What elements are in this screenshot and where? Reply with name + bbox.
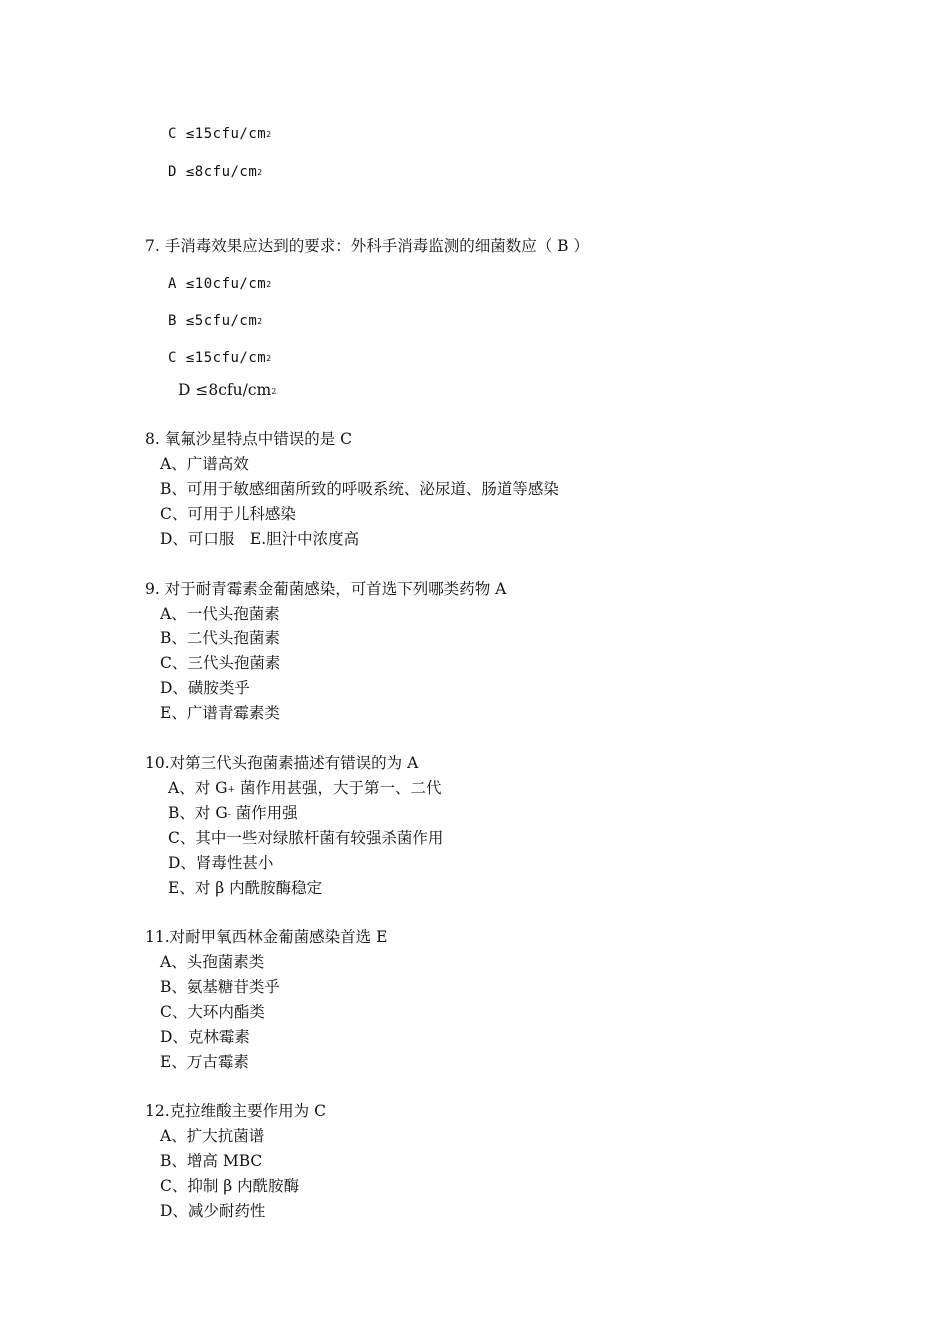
q12-option-d: D、减少耐药性 xyxy=(160,1202,266,1220)
q11-option-b: B、氨基糖苷类乎 xyxy=(160,978,280,996)
option-text: B ≤5cfu/cm xyxy=(168,313,258,329)
q10-option-e: E、对 β 内酰胺酶稳定 xyxy=(168,879,323,897)
q11-option-a: A、头孢菌素类 xyxy=(160,953,265,971)
option-d xyxy=(168,162,263,183)
q7-option-c xyxy=(168,348,272,369)
q9-option-e: E、广谱青霉素类 xyxy=(160,704,280,722)
superscript: 2 xyxy=(266,280,272,289)
q10-option-b xyxy=(168,803,298,825)
q9-option-d: D、磺胺类乎 xyxy=(160,679,250,697)
option-text: B、对 G xyxy=(168,804,228,822)
option-text: C ≤15cfu/cm xyxy=(168,350,267,366)
q8-option-c: C、可用于儿科感染 xyxy=(160,505,296,523)
charge-sign: - xyxy=(227,810,231,820)
question-7-stem: 7. 手消毒效果应达到的要求：外科手消毒监测的细菌数应（ B ） xyxy=(145,237,589,255)
q10-option-d: D、肾毒性甚小 xyxy=(168,854,274,872)
superscript: 2 xyxy=(271,387,277,396)
q11-option-d: D、克林霉素 xyxy=(160,1028,250,1046)
q9-option-b: B、二代头孢菌素 xyxy=(160,629,280,647)
q10-option-a xyxy=(168,778,442,800)
q7-option-b xyxy=(168,311,263,332)
q7-option-d xyxy=(178,380,276,402)
superscript: 2 xyxy=(257,317,263,326)
q9-option-a: A、一代头孢菌素 xyxy=(160,605,280,623)
q11-option-e: E、万古霉素 xyxy=(160,1053,249,1071)
charge-sign: + xyxy=(227,785,236,795)
option-text: A ≤10cfu/cm xyxy=(168,276,267,292)
q10-option-c: C、其中一些对绿脓杆菌有较强杀菌作用 xyxy=(168,829,444,847)
superscript: 2 xyxy=(257,168,263,177)
q12-option-a: A、扩大抗菌谱 xyxy=(160,1127,265,1145)
q11-option-c: C、大环内酯类 xyxy=(160,1003,265,1021)
superscript: 2 xyxy=(266,130,272,139)
option-text: C ≤15cfu/cm xyxy=(168,126,267,142)
option-text-rest: 菌作用强 xyxy=(230,804,298,822)
question-12-stem: 12.克拉维酸主要作用为 C xyxy=(145,1102,326,1120)
q12-option-b: B、增高 MBC xyxy=(160,1152,263,1170)
question-11-stem: 11.对耐甲氧西林金葡菌感染首选 E xyxy=(145,928,388,946)
option-c xyxy=(168,124,272,145)
q9-option-c: C、三代头孢菌素 xyxy=(160,654,281,672)
option-text: A、对 G xyxy=(168,779,228,797)
option-text: D ≤8cfu/cm xyxy=(178,381,272,399)
option-text-rest: 菌作用甚强，大于第一、二代 xyxy=(235,779,442,797)
q7-option-a xyxy=(168,274,272,295)
question-8-stem: 8. 氧氟沙星特点中错误的是 C xyxy=(145,430,353,448)
option-text: D ≤8cfu/cm xyxy=(168,164,258,180)
question-10-stem: 10.对第三代头孢菌素描述有错误的为 A xyxy=(145,754,419,772)
q12-option-c: C、抑制 β 内酰胺酶 xyxy=(160,1177,300,1195)
q8-option-d: D、可口服 E.胆汁中浓度高 xyxy=(160,530,360,548)
q8-option-b: B、可用于敏感细菌所致的呼吸系统、泌尿道、肠道等感染 xyxy=(160,480,559,498)
q8-option-a: A、广谱高效 xyxy=(160,455,249,473)
question-9-stem: 9. 对于耐青霉素金葡菌感染，可首选下列哪类药物 A xyxy=(145,580,507,598)
superscript: 2 xyxy=(266,354,272,363)
